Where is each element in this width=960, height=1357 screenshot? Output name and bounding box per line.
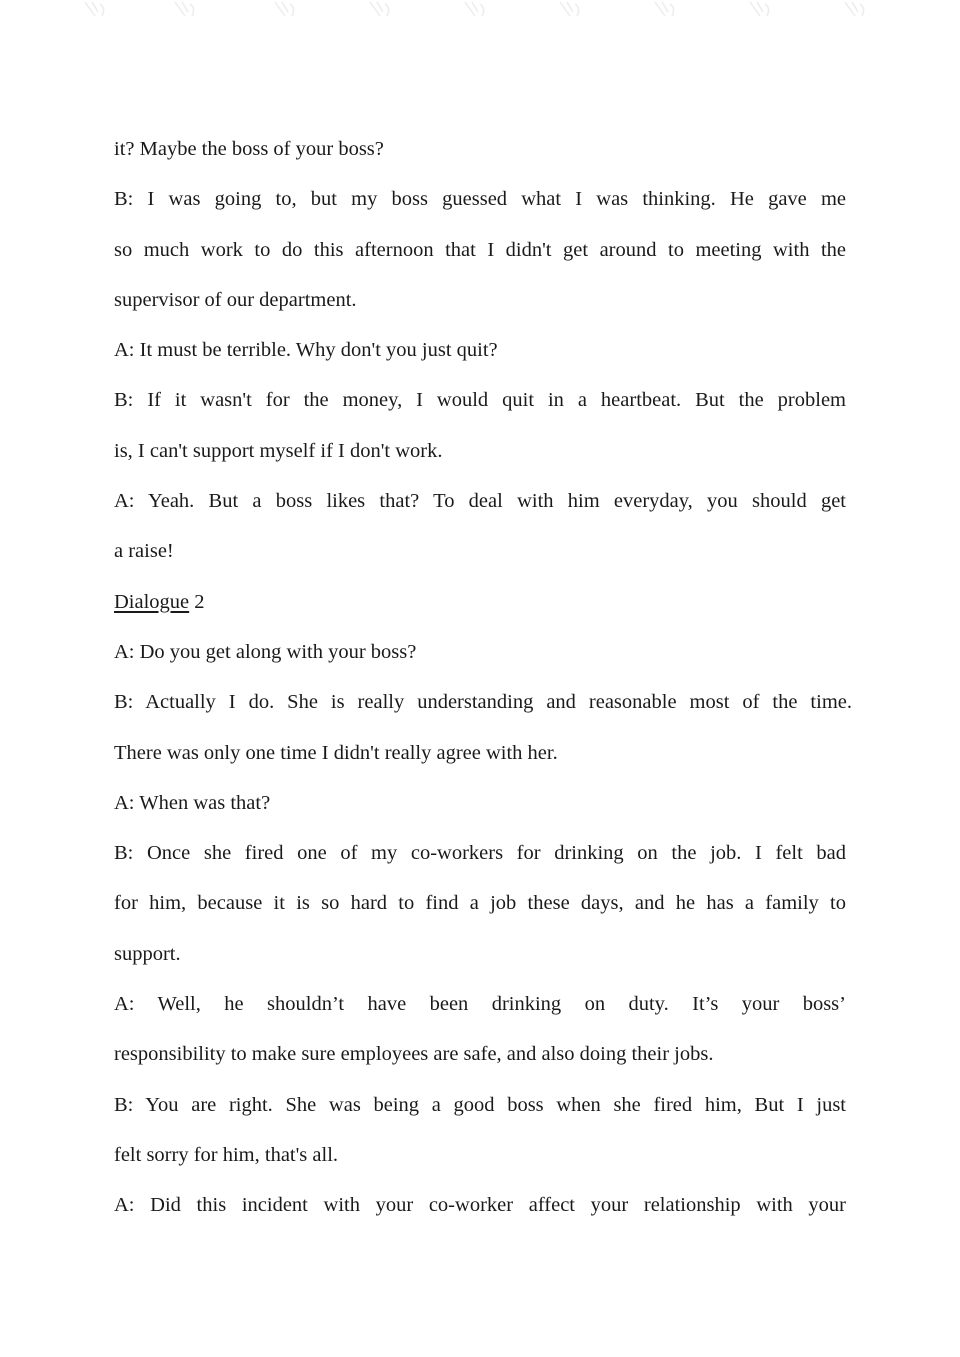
- text-line: a raise!: [114, 540, 174, 563]
- text-line: felt sorry for him, that's all.: [114, 1143, 339, 1166]
- text-line: it? Maybe the boss of your boss?: [114, 138, 384, 160]
- text-line: B: Actually I do. She is really understanding and reasonable most of the time.: [114, 691, 852, 714]
- text-line: B: I was going to, but my boss guessed what I was thinking. He gave me: [114, 188, 846, 211]
- section-heading: [114, 577, 846, 627]
- section-heading-number: 2: [189, 590, 205, 613]
- section-heading-word: Dialogue: [114, 590, 190, 613]
- text-line: A: Well, he shouldn’t have been drinking on duty. It’s your boss’: [114, 993, 846, 1016]
- text-line: support.: [114, 942, 181, 965]
- watermark-pattern-icon: [0, 0, 960, 24]
- text-line: There was only one time I didn't really agree with her.: [114, 741, 558, 764]
- text-line: B: You are right. She was being a good boss when she fired him, But I just: [114, 1093, 846, 1116]
- text-line: A: When was that?: [114, 791, 271, 814]
- watermark-strip: [0, 0, 960, 24]
- text-line: responsibility to make sure employees are safe, and also doing their jobs.: [114, 1043, 714, 1066]
- text-line: A: Do you get along with your boss?: [114, 640, 417, 663]
- text-line: supervisor of our department.: [114, 288, 357, 311]
- text-line: B: Once she fired one of my co-workers for drinking on the job. I felt bad: [114, 842, 846, 865]
- text-line: A: It must be terrible. Why don't you just quit?: [114, 339, 498, 362]
- text-line: B: If it wasn't for the money, I would quit in a heartbeat. But the problem: [114, 389, 846, 412]
- text-line: is, I can't support myself if I don't work.: [114, 439, 443, 462]
- text-line: so much work to do this afternoon that I didn't get around to meeting with the: [114, 238, 846, 261]
- text-line: for him, because it is so hard to find a job these days, and he has a family to: [114, 892, 846, 915]
- text-line: A: Did this incident with your co-worker affect your relationship with your: [114, 1194, 846, 1217]
- document-body: [114, 124, 852, 1231]
- text-line: A: Yeah. But a boss likes that? To deal with him everyday, you should get: [114, 490, 846, 513]
